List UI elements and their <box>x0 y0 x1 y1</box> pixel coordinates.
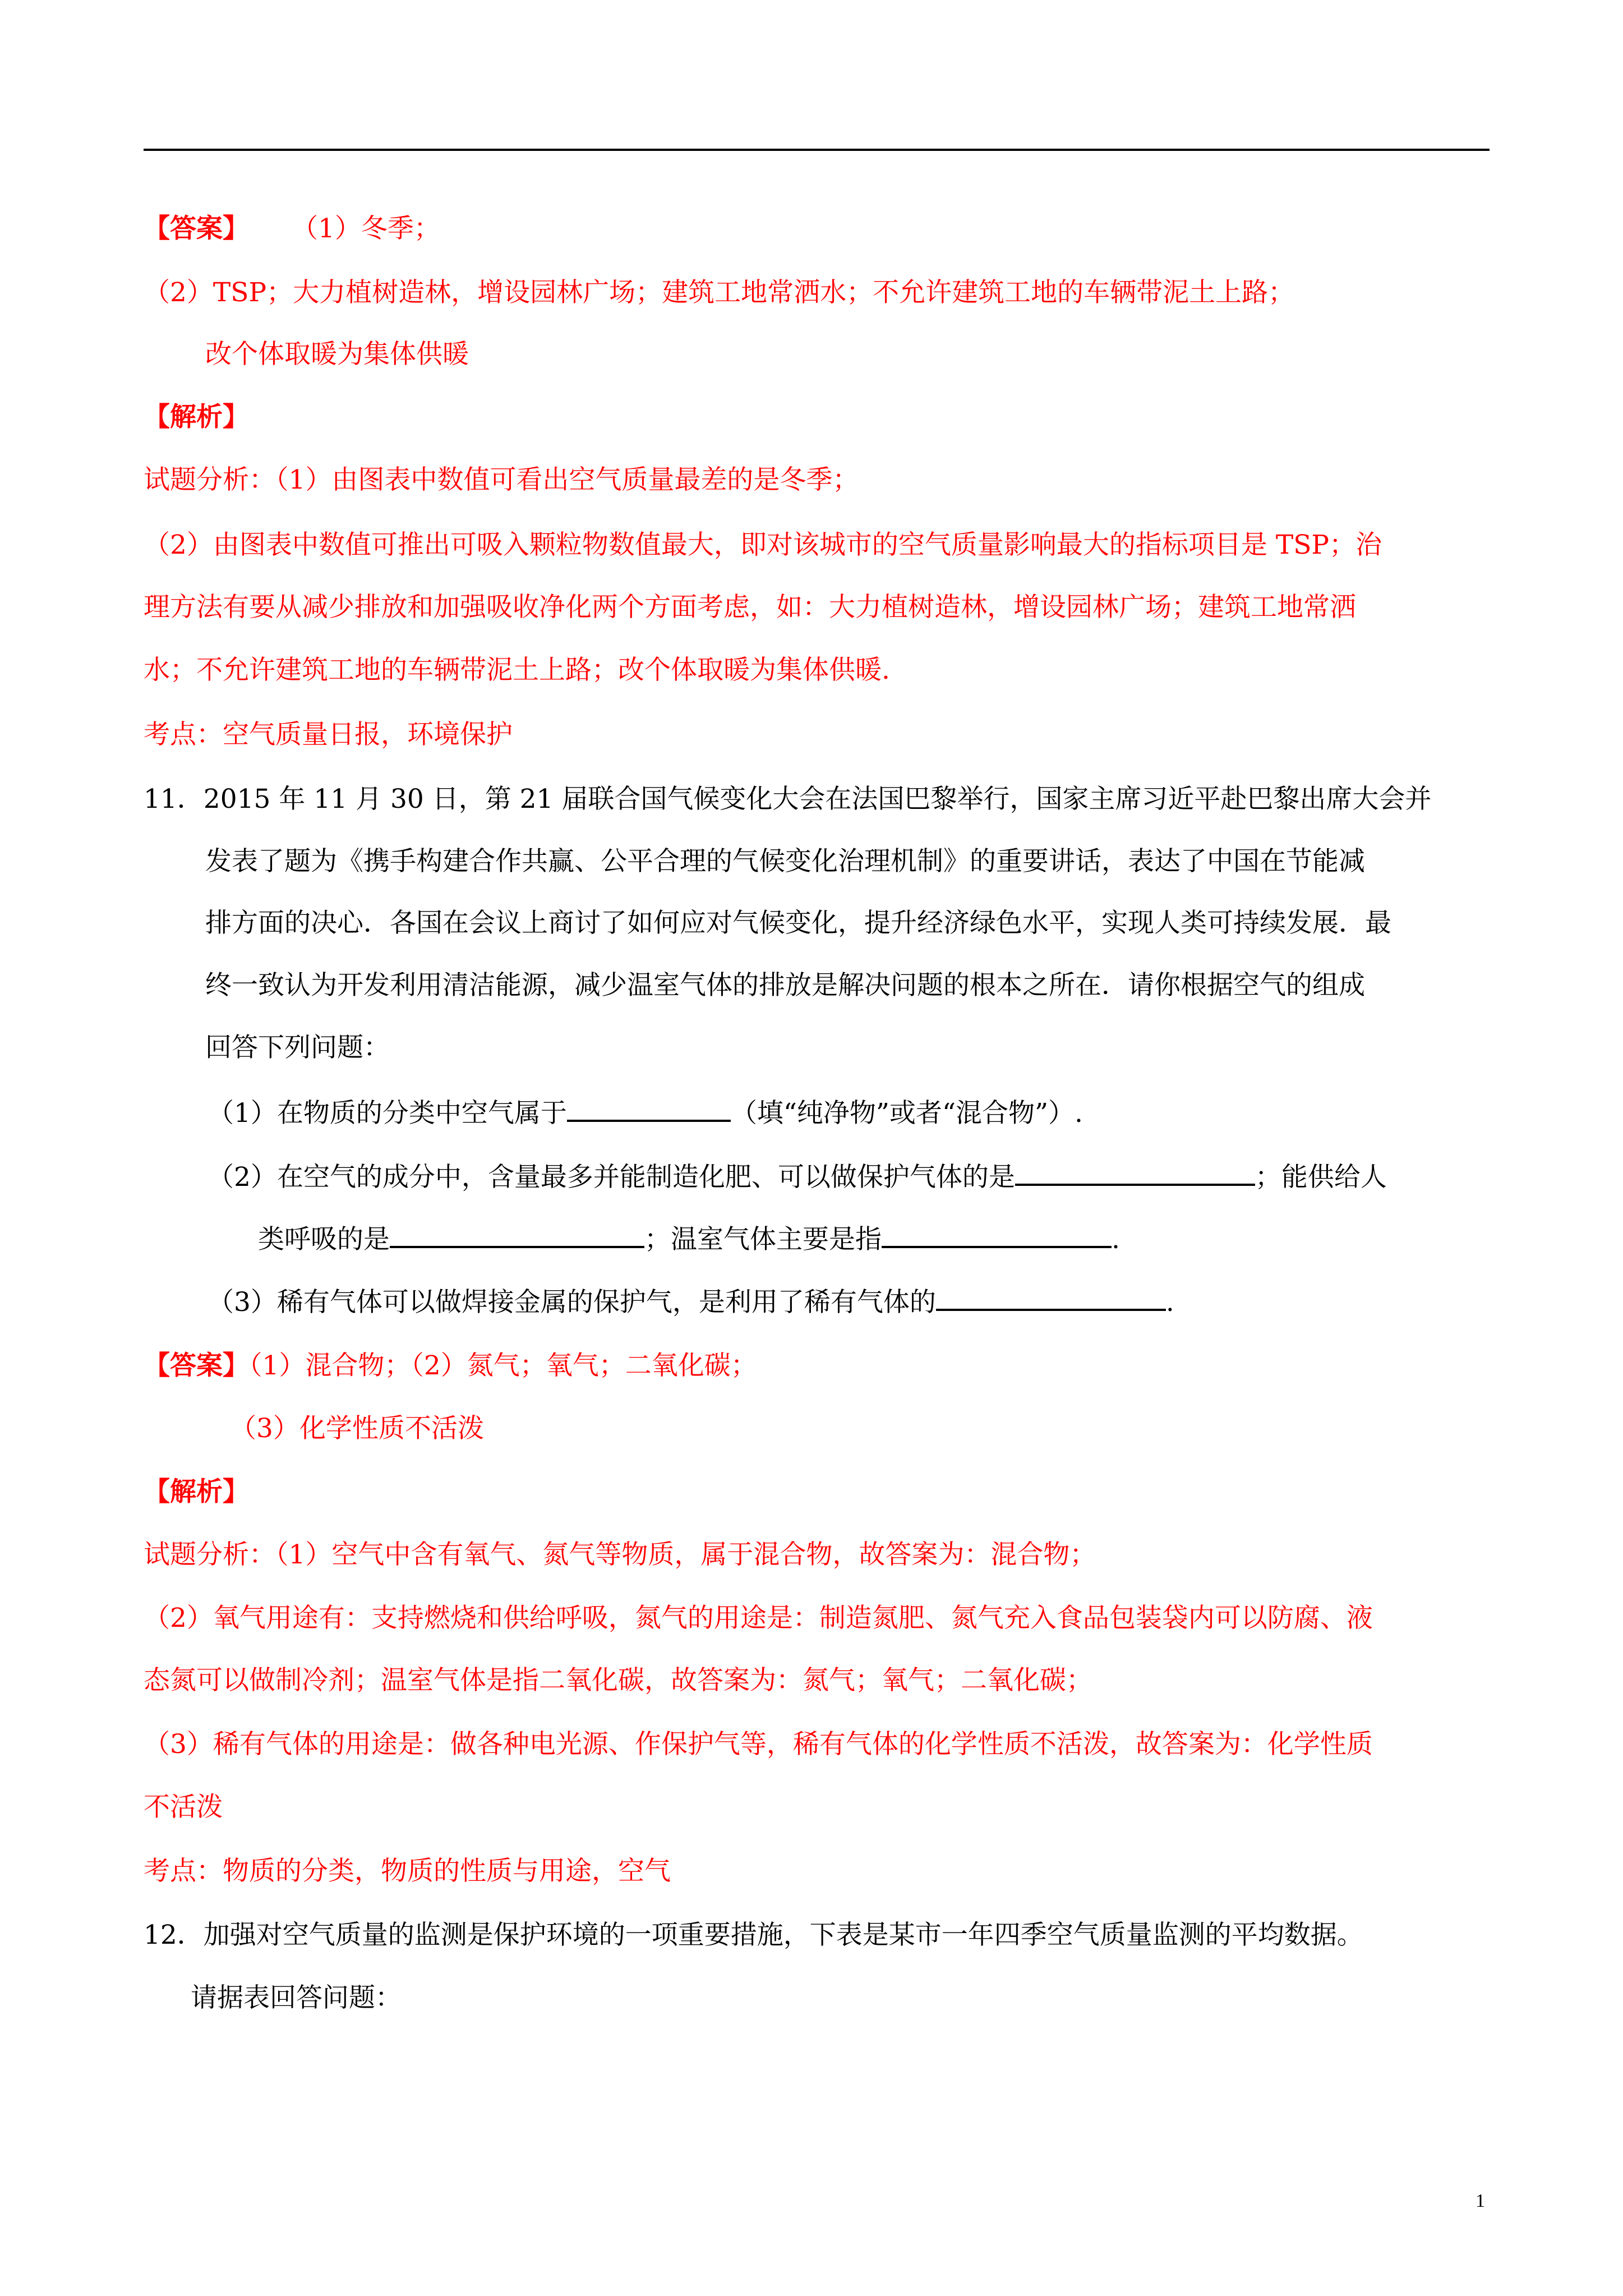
question-text: 终一致认为开发利用清洁能源，减少温室气体的排放是解决问题的根本之所在．请你根据空气的组成 <box>205 970 1365 1001</box>
answer-text: （1）混合物；（2）氮气；氧气；二氧化碳； <box>249 1350 757 1381</box>
sub-question-text: . <box>1112 1224 1120 1255</box>
answer-blank[interactable] <box>390 1221 644 1248</box>
sub-question-text: 类呼吸的是 <box>258 1224 390 1255</box>
question-text: 11．2015 年 11 月 30 日，第 21 届联合国气候变化大会在法国巴黎举行，国家主席习近平赴巴黎出席大会并 <box>144 784 1432 815</box>
page-number: 1 <box>1476 2191 1485 2211</box>
sub-question-text: （2）在空气的成分中，含量最多并能制造化肥、可以做保护气体的是 <box>208 1162 1015 1193</box>
sub-question-text: ；能供给人 <box>1255 1162 1387 1193</box>
question-text: 排方面的决心．各国在会议上商讨了如何应对气候变化，提升经济绿色水平，实现人类可持续发展．最 <box>205 908 1391 938</box>
header-rule <box>144 149 1490 151</box>
answer-blank[interactable] <box>936 1284 1166 1311</box>
sub-question-text: （3）稀有气体可以做焊接金属的保护气，是利用了稀有气体的 <box>208 1287 936 1318</box>
answer-blank[interactable] <box>567 1095 731 1122</box>
analysis-text: 试题分析：（1）空气中含有氧气、氮气等物质，属于混合物，故答案为：混合物； <box>144 1539 1096 1570</box>
analysis-text: 试题分析：（1）由图表中数值可看出空气质量最差的是冬季； <box>144 464 859 495</box>
sub-question-text: . <box>1165 1287 1174 1318</box>
analysis-text: 理方法有要从减少排放和加强吸收净化两个方面考虑，如：大力植树造林，增设园林广场；建筑工地常洒 <box>144 592 1356 623</box>
answer-blank[interactable] <box>1015 1159 1255 1186</box>
analysis-label: 【解析】 <box>144 402 249 432</box>
answer-text: （3）化学性质不活泼 <box>230 1413 484 1444</box>
question-text: 发表了题为《携手构建合作共赢、公平合理的气候变化治理机制》的重要讲话，表达了中国在节能减 <box>205 846 1365 877</box>
answer-label: 【答案】 <box>144 213 249 244</box>
answer-text: （2）TSP；大力植树造林，增设园林广场；建筑工地常洒水；不允许建筑工地的车辆带泥土上路； <box>144 277 1295 308</box>
answer-blank[interactable] <box>882 1221 1112 1248</box>
sub-question-3 <box>208 1284 1174 1319</box>
sub-question-text: （1）在物质的分类中空气属于 <box>208 1098 567 1129</box>
sub-question-text: （填“纯净物”或者“混合物”）. <box>730 1098 1083 1129</box>
analysis-text: 不活泼 <box>144 1792 223 1823</box>
answer-text: 改个体取暖为集体供暖 <box>205 339 469 370</box>
question-text: 12．加强对空气质量的监测是保护环境的一项重要措施，下表是某市一年四季空气质量监测的平均数据。 <box>144 1920 1363 1950</box>
key-points: 考点：空气质量日报，环境保护 <box>144 719 513 750</box>
sub-question-1 <box>208 1095 1083 1130</box>
answer-text: （1）冬季； <box>292 213 440 244</box>
analysis-label: 【解析】 <box>144 1476 249 1507</box>
analysis-text: （2）氧气用途有：支持燃烧和供给呼吸，氮气的用途是：制造氮肥、氮气充入食品包装袋内可以防腐、液 <box>144 1603 1373 1634</box>
analysis-text: 水；不允许建筑工地的车辆带泥土上路；改个体取暖为集体供暖. <box>144 655 890 685</box>
key-points: 考点：物质的分类，物质的性质与用途，空气 <box>144 1856 671 1887</box>
question-text: 请据表回答问题： <box>191 1982 402 2013</box>
sub-question-2 <box>208 1159 1387 1194</box>
analysis-text: （2）由图表中数值可推出可吸入颗粒物数值最大，即对该城市的空气质量影响最大的指标项目是 TSP；治 <box>144 530 1382 560</box>
analysis-text: 态氮可以做制冷剂；温室气体是指二氧化碳，故答案为：氮气；氧气；二氧化碳； <box>144 1665 1092 1696</box>
answer-line <box>144 1349 757 1383</box>
analysis-text: （3）稀有气体的用途是：做各种电光源、作保护气等，稀有气体的化学性质不活泼，故答案为：化学性质 <box>144 1729 1373 1760</box>
sub-question-2-cont <box>258 1221 1120 1257</box>
question-text: 回答下列问题： <box>205 1032 390 1063</box>
sub-question-text: ；温室气体主要是指 <box>644 1224 882 1255</box>
answer-label: 【答案】 <box>144 1350 249 1381</box>
